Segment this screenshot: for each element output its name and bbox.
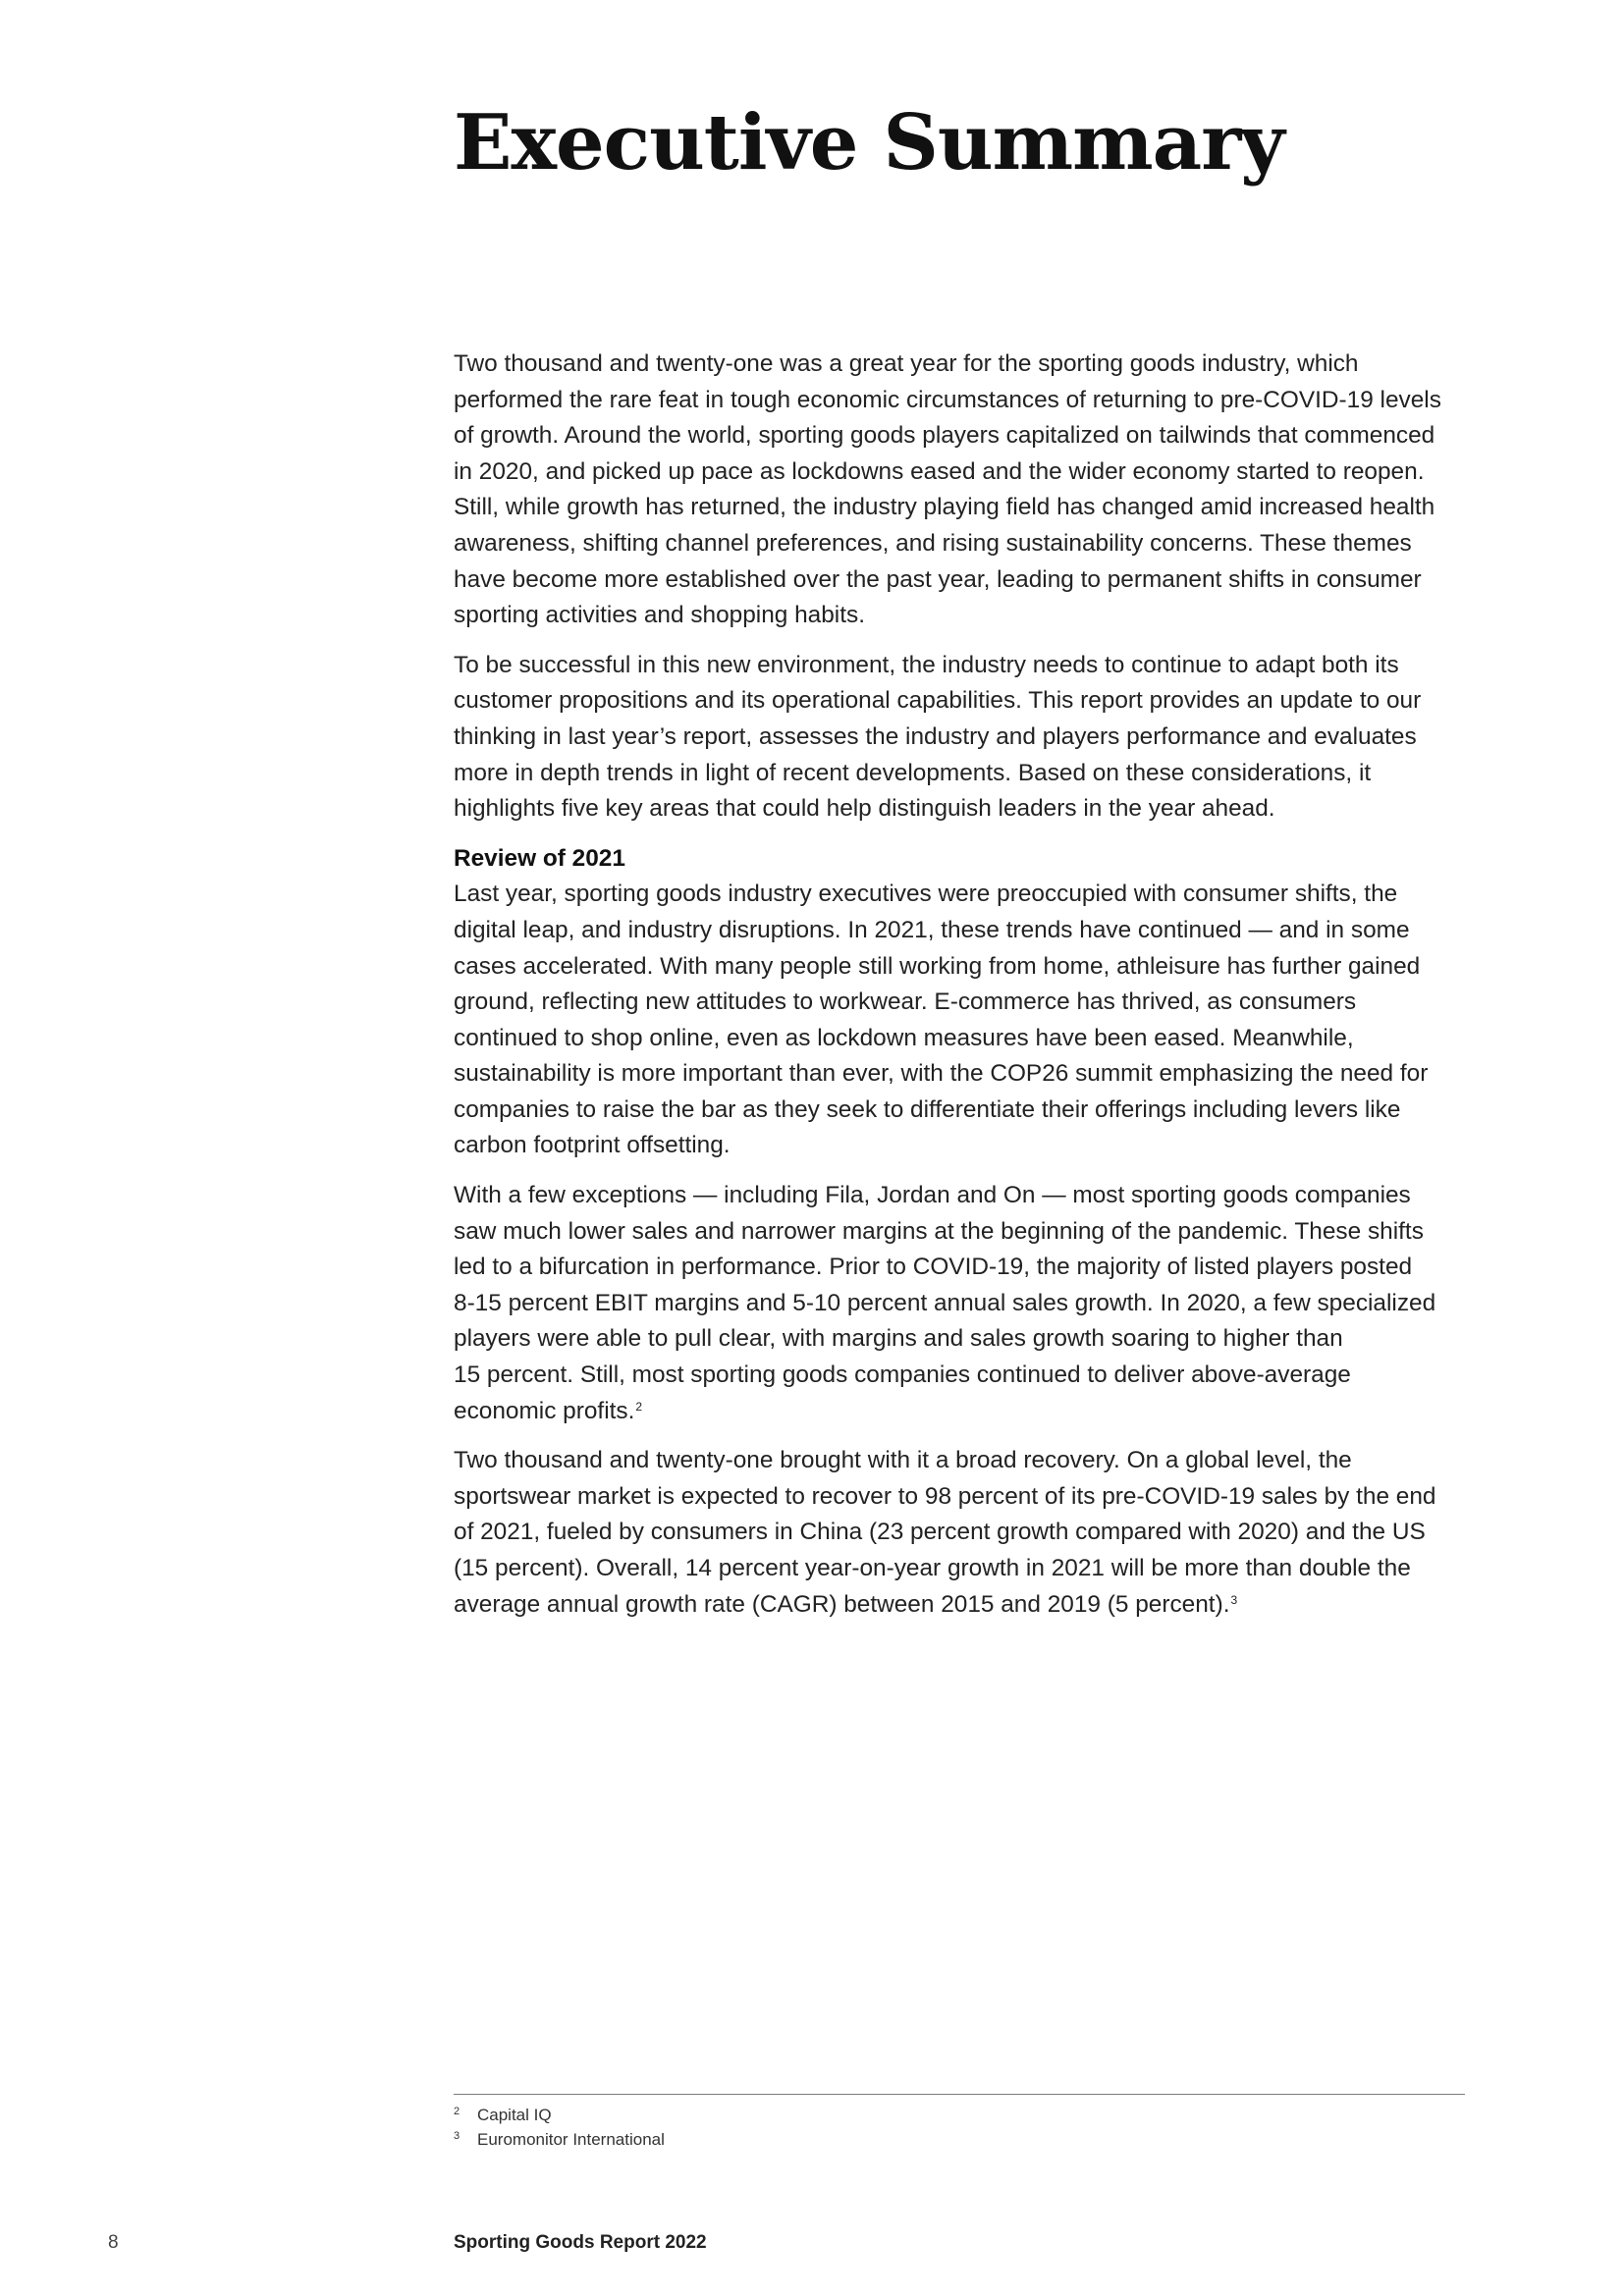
text-line xyxy=(454,1394,1465,1430)
text-line xyxy=(454,1587,1465,1624)
footnote-divider xyxy=(454,2094,1465,2095)
report-title: Sporting Goods Report 2022 xyxy=(454,2232,707,2253)
text-line-content: economic profits. xyxy=(454,1397,635,1424)
text-line: have become more established over the past year, leading to permanent shifts in consumer xyxy=(454,565,1422,593)
text-line: Two thousand and twenty-one was a great year for the sporting goods industry, which xyxy=(454,350,1359,377)
text-line: led to a bifurcation in performance. Prior to COVID-19, the majority of listed players posted xyxy=(454,1254,1413,1281)
paragraph-recovery xyxy=(454,1443,1465,1623)
paragraph-review xyxy=(454,877,1465,1164)
body-text xyxy=(454,347,1465,1636)
text-line: customer propositions and its operational capabilities. This report provides an update to our xyxy=(454,687,1422,715)
section-heading: Review of 2021 xyxy=(454,844,625,872)
footnote-item: 3 Euromonitor International xyxy=(454,2130,665,2149)
text-line: 8-15 percent EBIT margins and 5-10 percent annual sales growth. In 2020, a few specialized xyxy=(454,1289,1436,1316)
paragraph-exceptions xyxy=(454,1178,1465,1429)
text-line: more in depth trends in light of recent developments. Based on these considerations, it xyxy=(454,759,1372,786)
text-line: thinking in last year’s report, assesses the industry and players performance and evaluates xyxy=(454,722,1417,750)
text-line: of 2021, fueled by consumers in China (23 percent growth compared with 2020) and the US xyxy=(454,1519,1426,1546)
text-line: To be successful in this new environment, the industry needs to continue to adapt both its xyxy=(454,651,1399,678)
text-line: Last year, sporting goods industry executives were preoccupied with consumer shifts, the xyxy=(454,881,1398,908)
text-line: (15 percent). Overall, 14 percent year-on-year growth in 2021 will be more than double the xyxy=(454,1555,1411,1581)
page-number: 8 xyxy=(108,2232,119,2253)
text-line: in 2020, and picked up pace as lockdowns eased and the wider economy started to reopen. xyxy=(454,457,1425,485)
footnote-text: Euromonitor International xyxy=(477,2130,665,2149)
paragraph-environment xyxy=(454,648,1465,828)
footnotes xyxy=(454,2103,665,2152)
text-line: saw much lower sales and narrower margins at the beginning of the pandemic. These shifts xyxy=(454,1217,1424,1245)
text-line: digital leap, and industry disruptions. In 2021, these trends have continued — and in some xyxy=(454,916,1410,943)
text-line: companies to raise the bar as they seek to differentiate their offerings including levers like xyxy=(454,1095,1401,1123)
text-line: 15 percent. Still, most sporting goods companies continued to deliver above-average xyxy=(454,1362,1351,1389)
footnote-reference[interactable]: 2 xyxy=(635,1399,643,1414)
footnote-reference[interactable]: 3 xyxy=(1230,1592,1238,1607)
text-line: sustainability is more important than ever, with the COP26 summit emphasizing the need for xyxy=(454,1060,1429,1088)
text-line: Still, while growth has returned, the industry playing field has changed amid increased health xyxy=(454,494,1435,521)
page-title: Executive Summary xyxy=(454,98,1284,187)
footnote-text: Capital IQ xyxy=(477,2106,552,2124)
paragraph-intro xyxy=(454,347,1465,634)
text-line: players were able to pull clear, with margins and sales growth soaring to higher than xyxy=(454,1325,1343,1353)
text-line: carbon footprint offsetting. xyxy=(454,1132,731,1159)
text-line-content: average annual growth rate (CAGR) between 2015 and 2019 (5 percent). xyxy=(454,1590,1230,1618)
text-line: ground, reflecting new attitudes to workwear. E-commerce has thrived, as consumers xyxy=(454,988,1357,1016)
text-line: of growth. Around the world, sporting goods players capitalized on tailwinds that commenced xyxy=(454,422,1435,450)
text-line: With a few exceptions — including Fila, Jordan and On — most sporting goods companies xyxy=(454,1182,1411,1209)
text-line: Two thousand and twenty-one brought with it a broad recovery. On a global level, the xyxy=(454,1447,1352,1474)
text-line: continued to shop online, even as lockdown measures have been eased. Meanwhile, xyxy=(454,1024,1354,1051)
text-line: performed the rare feat in tough economic circumstances of returning to pre-COVID-19 levels xyxy=(454,386,1441,413)
text-line: sportswear market is expected to recover to 98 percent of its pre-COVID-19 sales by the end xyxy=(454,1482,1436,1510)
text-line: sporting activities and shopping habits. xyxy=(454,602,865,629)
text-line: cases accelerated. With many people still working from home, athleisure has further gained xyxy=(454,952,1421,980)
text-line: awareness, shifting channel preferences, and rising sustainability concerns. These themes xyxy=(454,529,1412,557)
text-line: highlights five key areas that could help distinguish leaders in the year ahead. xyxy=(454,795,1275,823)
footnote-item: 2 Capital IQ xyxy=(454,2106,552,2124)
